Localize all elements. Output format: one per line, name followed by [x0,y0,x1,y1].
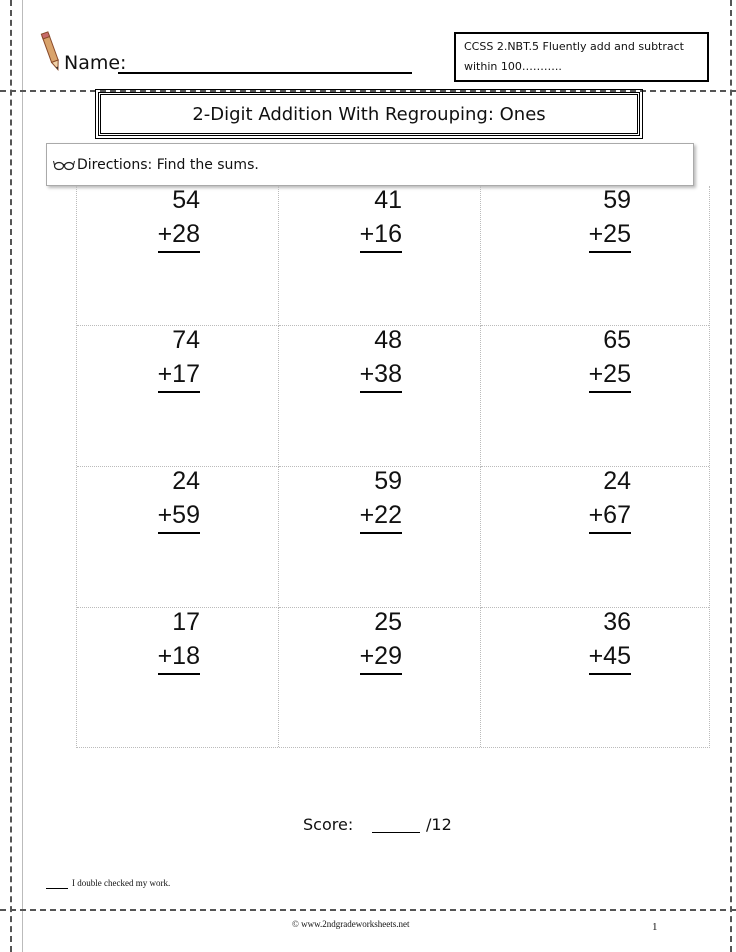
check-write-line[interactable] [46,888,68,889]
problem-top-number: 24 [172,467,200,495]
problem-bottom-number: +25 [589,357,631,393]
problem-top-number: 41 [374,186,402,214]
problem-cell [77,608,279,747]
score-total: /12 [426,815,452,834]
problem-top-number: 59 [374,467,402,495]
addition-problem [360,464,402,534]
problem-cell [77,186,279,326]
pencil-icon [40,30,62,74]
problem-cell [481,186,709,326]
problem-bottom-number: +25 [589,217,631,253]
problem-cell [481,326,709,467]
name-label: Name: [64,52,127,74]
problem-bottom-number: +16 [360,217,402,253]
directions-text: Directions: Find the sums. [77,156,259,173]
margin-guide-right-dashed [730,0,732,952]
copyright-text: © www.2ndgradeworksheets.net [292,919,410,929]
addition-problem [360,605,402,675]
addition-problem [589,605,631,675]
name-write-line[interactable] [118,72,412,74]
addition-problem [589,183,631,253]
margin-guide-bottom-dashed [0,909,736,911]
problem-bottom-number: +22 [360,498,402,534]
problem-bottom-number: +28 [158,217,200,253]
glasses-icon [53,159,75,171]
problem-bottom-number: +67 [589,498,631,534]
addition-problem [158,183,200,253]
margin-guide-left-dashed [10,0,12,952]
addition-problem [360,323,402,393]
problem-bottom-number: +17 [158,357,200,393]
score-label: Score: [303,815,354,834]
problem-top-number: 54 [172,186,200,214]
addition-problem [158,605,200,675]
problem-top-number: 48 [374,326,402,354]
double-check-text: I double checked my work. [72,878,171,888]
addition-problem [360,183,402,253]
addition-problem [158,464,200,534]
problem-top-number: 74 [172,326,200,354]
problem-grid [76,186,710,748]
addition-problem [589,323,631,393]
score-write-line[interactable] [372,832,420,833]
problem-bottom-number: +45 [589,639,631,675]
worksheet-title-box [98,92,640,136]
problem-top-number: 65 [603,326,631,354]
problem-cell [77,467,279,608]
problem-bottom-number: +59 [158,498,200,534]
problem-bottom-number: +38 [360,357,402,393]
margin-guide-left-solid [22,0,23,952]
problem-cell [481,608,709,747]
problem-cell [279,326,481,467]
problem-top-number: 25 [374,608,402,636]
worksheet-title: 2-Digit Addition With Regrouping: Ones [192,103,546,125]
problem-bottom-number: +29 [360,639,402,675]
standard-box: CCSS 2.NBT.5 Fluently add and subtract within 100……….. [454,32,709,82]
addition-problem [158,323,200,393]
problem-top-number: 36 [603,608,631,636]
problem-cell [279,467,481,608]
directions-bar [46,143,694,186]
problem-cell [77,326,279,467]
problem-top-number: 24 [603,467,631,495]
problem-cell [279,186,481,326]
problem-bottom-number: +18 [158,639,200,675]
problem-top-number: 59 [603,186,631,214]
problem-top-number: 17 [172,608,200,636]
addition-problem [589,464,631,534]
problem-cell [279,608,481,747]
problem-cell [481,467,709,608]
page-number: 1 [652,921,658,933]
